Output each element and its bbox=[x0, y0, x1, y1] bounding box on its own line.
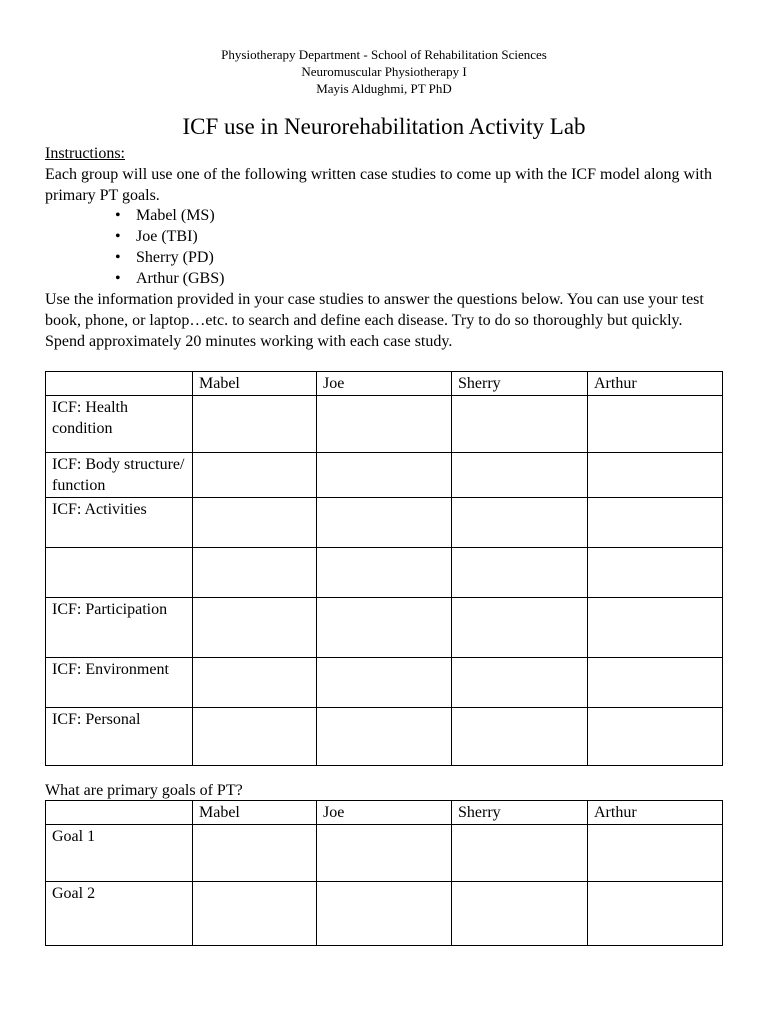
header-department: Physiotherapy Department - School of Rehabilitation Sciences bbox=[221, 47, 547, 62]
goals-question: What are primary goals of PT? bbox=[45, 782, 243, 799]
table-cell[interactable] bbox=[317, 548, 452, 598]
table-cell[interactable] bbox=[193, 548, 317, 598]
icf-table-header-row bbox=[46, 372, 723, 396]
table-row bbox=[46, 658, 723, 708]
icf-row-label: ICF: Body structure/ function bbox=[46, 453, 193, 498]
table-cell[interactable] bbox=[588, 498, 723, 548]
table-cell[interactable] bbox=[193, 453, 317, 498]
table-cell[interactable] bbox=[317, 825, 452, 882]
table-row bbox=[46, 396, 723, 453]
table-cell[interactable] bbox=[588, 882, 723, 946]
table-cell[interactable] bbox=[317, 598, 452, 658]
table-cell[interactable] bbox=[193, 498, 317, 548]
icf-header-blank bbox=[46, 372, 193, 396]
goal-row-label: Goal 1 bbox=[46, 825, 193, 882]
table-cell[interactable] bbox=[452, 825, 588, 882]
table-cell[interactable] bbox=[452, 658, 588, 708]
table-cell[interactable] bbox=[317, 498, 452, 548]
table-cell[interactable] bbox=[588, 548, 723, 598]
table-cell[interactable] bbox=[588, 825, 723, 882]
instructions-text: Each group will use one of the following written case studies to come up with the ICF model along with primary PT goals. bbox=[45, 166, 712, 204]
header-instructor: Mayis Aldughmi, PT PhD bbox=[316, 81, 452, 96]
table-cell[interactable] bbox=[452, 453, 588, 498]
table-cell[interactable] bbox=[317, 396, 452, 453]
table-cell[interactable] bbox=[452, 708, 588, 766]
table-cell[interactable] bbox=[588, 658, 723, 708]
table-cell[interactable] bbox=[193, 598, 317, 658]
table-cell[interactable] bbox=[588, 396, 723, 453]
table-cell[interactable] bbox=[193, 658, 317, 708]
goals-header-blank bbox=[46, 801, 193, 825]
table-cell[interactable] bbox=[452, 548, 588, 598]
table-cell[interactable] bbox=[317, 658, 452, 708]
goals-table bbox=[45, 800, 723, 946]
table-cell[interactable] bbox=[317, 453, 452, 498]
goals-header-mabel: Mabel bbox=[193, 801, 317, 825]
table-cell[interactable] bbox=[452, 882, 588, 946]
icf-header-sherry: Sherry bbox=[452, 372, 588, 396]
icf-row-label: ICF: Participation bbox=[46, 598, 193, 658]
page-title: ICF use in Neurorehabilitation Activity Lab bbox=[182, 114, 586, 139]
table-row bbox=[46, 498, 723, 548]
table-cell[interactable] bbox=[588, 453, 723, 498]
goals-header-arthur: Arthur bbox=[588, 801, 723, 825]
icf-row-label: ICF: Health condition bbox=[46, 396, 193, 453]
case-item-joe: • Joe (TBI) bbox=[115, 226, 224, 247]
goals-header-sherry: Sherry bbox=[452, 801, 588, 825]
icf-row-label: ICF: Environment bbox=[46, 658, 193, 708]
table-row bbox=[46, 548, 723, 598]
table-cell[interactable] bbox=[193, 396, 317, 453]
case-item-sherry: • Sherry (PD) bbox=[115, 247, 224, 268]
goal-row-label: Goal 2 bbox=[46, 882, 193, 946]
case-list bbox=[115, 205, 224, 289]
goals-header-joe: Joe bbox=[317, 801, 452, 825]
table-row bbox=[46, 598, 723, 658]
table-cell[interactable] bbox=[588, 708, 723, 766]
table-cell[interactable] bbox=[193, 825, 317, 882]
table-cell[interactable] bbox=[193, 708, 317, 766]
icf-header-mabel: Mabel bbox=[193, 372, 317, 396]
icf-table bbox=[45, 371, 723, 766]
table-cell[interactable] bbox=[452, 396, 588, 453]
table-cell[interactable] bbox=[452, 598, 588, 658]
goals-table-header-row bbox=[46, 801, 723, 825]
instructions-label: Instructions: bbox=[45, 145, 125, 162]
icf-row-label: ICF: Activities bbox=[46, 498, 193, 548]
header-course: Neuromuscular Physiotherapy I bbox=[301, 64, 467, 79]
icf-row-label bbox=[46, 548, 193, 598]
table-row bbox=[46, 882, 723, 946]
table-cell[interactable] bbox=[317, 708, 452, 766]
table-cell[interactable] bbox=[588, 598, 723, 658]
table-row bbox=[46, 453, 723, 498]
table-cell[interactable] bbox=[317, 882, 452, 946]
table-cell[interactable] bbox=[193, 882, 317, 946]
table-cell[interactable] bbox=[452, 498, 588, 548]
case-item-mabel: • Mabel (MS) bbox=[115, 205, 224, 226]
case-item-arthur: • Arthur (GBS) bbox=[115, 268, 224, 289]
table-row bbox=[46, 825, 723, 882]
icf-header-arthur: Arthur bbox=[588, 372, 723, 396]
table-row bbox=[46, 708, 723, 766]
icf-header-joe: Joe bbox=[317, 372, 452, 396]
document-header bbox=[0, 46, 768, 97]
usage-instructions: Use the information provided in your case studies to answer the questions below. You can use your test book, phone, or laptop…etc. to search and define each disease. Try to do so thoroughly but quickly. Spend approximately 20 minutes working with each case study. bbox=[45, 291, 704, 350]
icf-row-label: ICF: Personal bbox=[46, 708, 193, 766]
